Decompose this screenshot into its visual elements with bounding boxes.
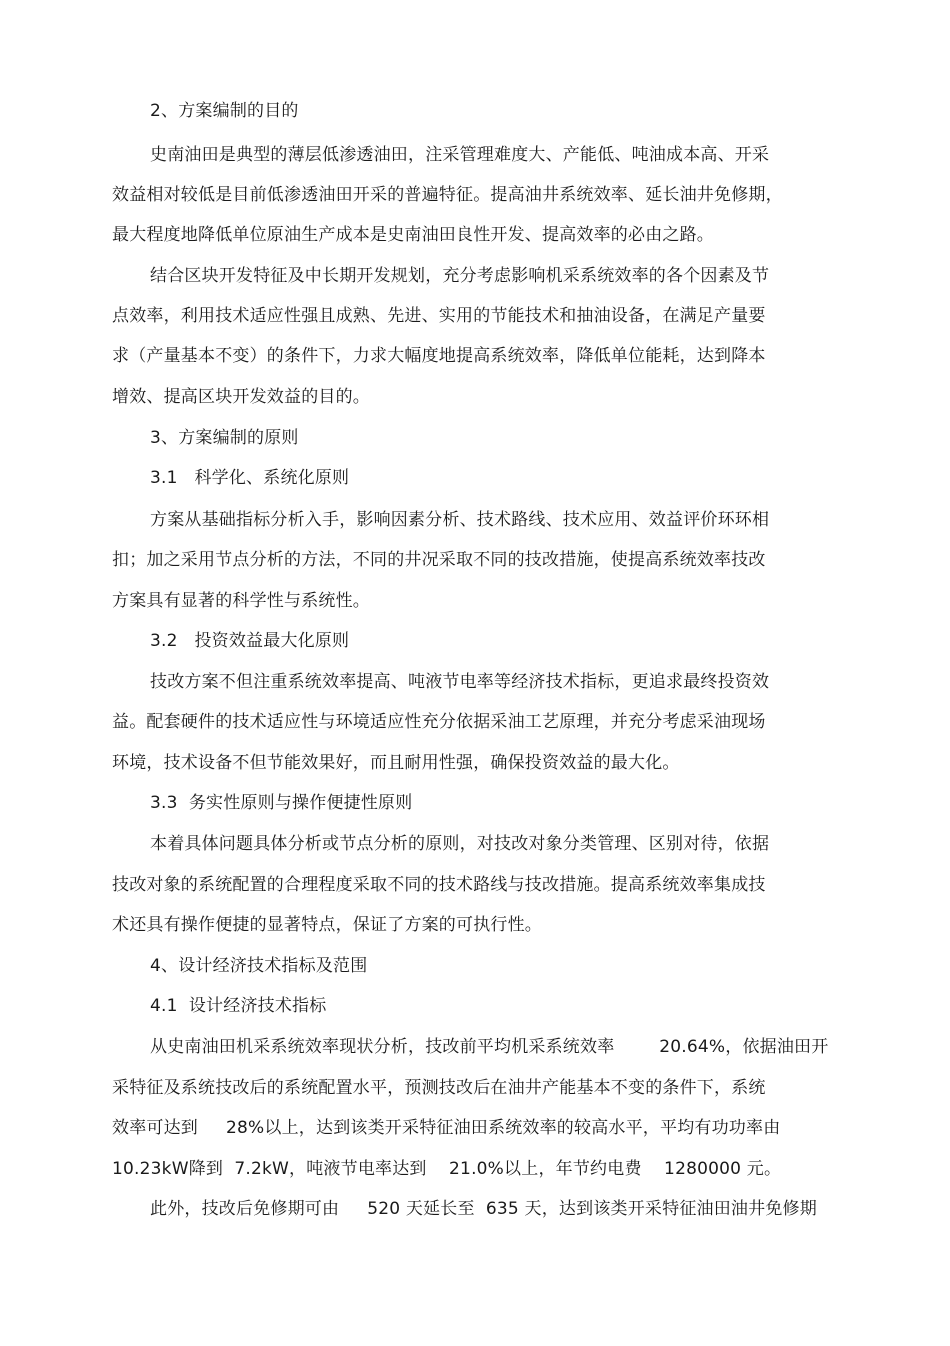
- paragraph-line: 10.23kW降到 7.2kW，吨液节电率达到 21.0%以上，年节约电费 1280000 元。: [112, 1159, 782, 1179]
- heading-4-indicators: 4、设计经济技术指标及范围: [150, 956, 368, 976]
- heading-3-3: 3.3 务实性原则与操作便捷性原则: [150, 793, 413, 813]
- paragraph-line: 扣；加之采用节点分析的方法，不同的井况采取不同的技改措施，使提高系统效率技改: [112, 550, 766, 570]
- paragraph-line: 方案具有显著的科学性与系统性。: [112, 591, 370, 611]
- paragraph-line: 采特征及系统技改后的系统配置水平，预测技改后在油井产能基本不变的条件下，系统: [112, 1078, 766, 1098]
- paragraph-line: 技改对象的系统配置的合理程度采取不同的技术路线与技改措施。提高系统效率集成技: [112, 875, 766, 895]
- paragraph-line: 结合区块开发特征及中长期开发规划，充分考虑影响机采系统效率的各个因素及节: [150, 266, 770, 286]
- heading-3-1: 3.1 科学化、系统化原则: [150, 468, 350, 488]
- paragraph-line: 点效率，利用技术适应性强且成熟、先进、实用的节能技术和抽油设备，在满足产量要: [112, 306, 766, 326]
- paragraph-line: 效率可达到 28%以上，达到该类开采特征油田系统效率的较高水平，平均有功功率由: [112, 1118, 781, 1138]
- paragraph-line: 本着具体问题具体分析或节点分析的原则，对技改对象分类管理、区别对待，依据: [150, 834, 770, 854]
- paragraph-line: 术还具有操作便捷的显著特点，保证了方案的可执行性。: [112, 915, 542, 935]
- paragraph-line: 方案从基础指标分析入手，影响因素分析、技术路线、技术应用、效益评价环环相: [150, 510, 770, 530]
- paragraph-line: 最大程度地降低单位原油生产成本是史南油田良性开发、提高效率的必由之路。: [112, 225, 714, 245]
- paragraph-line: 从史南油田机采系统效率现状分析，技改前平均机采系统效率 20.64%，依据油田开: [150, 1037, 829, 1057]
- heading-3-principles: 3、方案编制的原则: [150, 428, 299, 448]
- paragraph-line: 求（产量基本不变）的条件下，力求大幅度地提高系统效率，降低单位能耗，达到降本: [112, 346, 766, 366]
- paragraph-line: 环境，技术设备不但节能效果好，而且耐用性强，确保投资效益的最大化。: [112, 753, 680, 773]
- heading-2-purpose: 2、方案编制的目的: [150, 101, 299, 121]
- paragraph-line: 效益相对较低是目前低渗透油田开采的普遍特征。提高油井系统效率、延长油井免修期，: [112, 185, 783, 205]
- paragraph-line: 增效、提高区块开发效益的目的。: [112, 387, 370, 407]
- heading-3-2: 3.2 投资效益最大化原则: [150, 631, 350, 651]
- paragraph-line: 此外，技改后免修期可由 520 天延长至 635 天，达到该类开采特征油田油井免修期: [150, 1199, 817, 1219]
- paragraph-line: 益。配套硬件的技术适应性与环境适应性充分依据采油工艺原理，并充分考虑采油现场: [112, 712, 766, 732]
- paragraph-line: 技改方案不但注重系统效率提高、吨液节电率等经济技术指标，更追求最终投资效: [150, 672, 770, 692]
- paragraph-line: 史南油田是典型的薄层低渗透油田，注采管理难度大、产能低、吨油成本高、开采: [150, 145, 770, 165]
- heading-4-1: 4.1 设计经济技术指标: [150, 996, 327, 1016]
